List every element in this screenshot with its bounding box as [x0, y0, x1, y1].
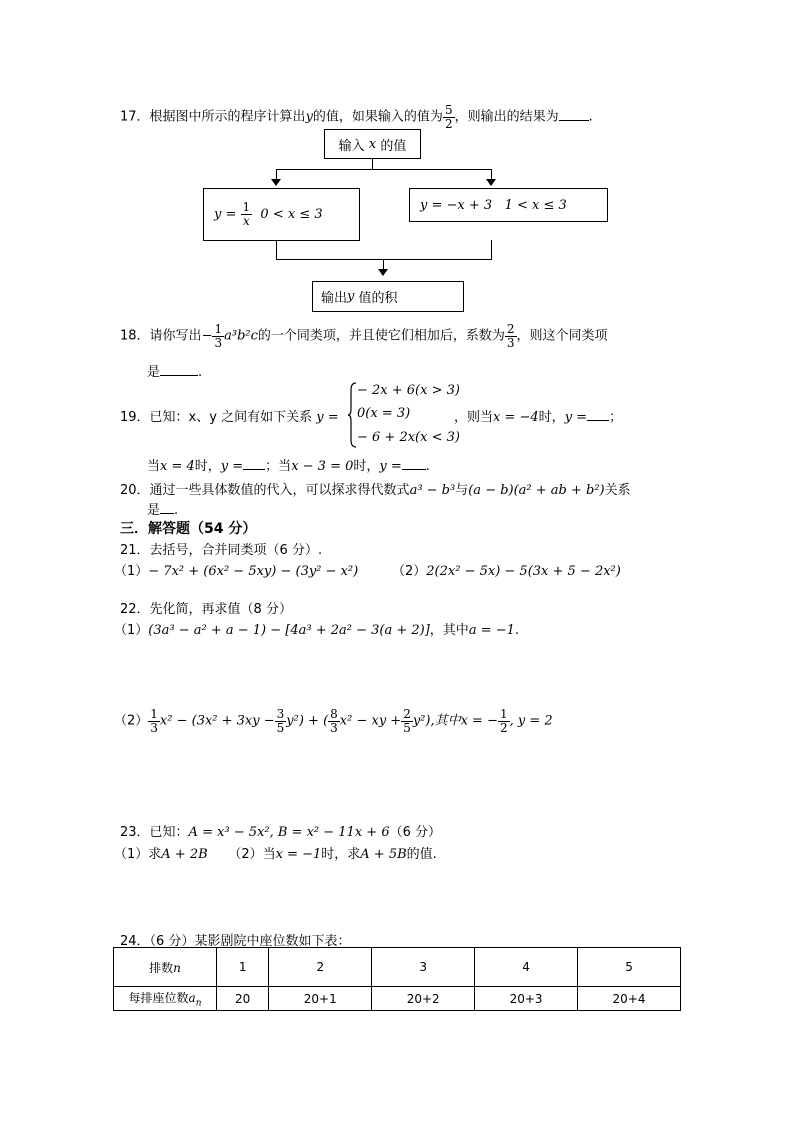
q19-case-3: − 6 + 2x(x < 3) [357, 430, 460, 445]
brace-icon [347, 382, 357, 448]
table-header-cell: 每排座位数$a_n$ [114, 987, 217, 1011]
q19-condition: ，则当x = −4时，y = ； [454, 410, 623, 425]
table-cell: 4 [475, 948, 578, 987]
table-cell: 20+4 [578, 987, 681, 1011]
seat-table [113, 947, 681, 1011]
q18-text: 18．请你写出− $\frac{1}{3}$ a³b²c的一个同类项，并且使它们相加后，系数为 $\frac{2}{3}$ ，则这个同类项 [120, 322, 608, 350]
flow-connector [276, 169, 492, 170]
q19-case-2: 0(x = 3) [357, 406, 411, 421]
table-cell: 20+2 [372, 987, 475, 1011]
flow-right-box: y = −x + 3 1 < x ≤ 3 [409, 188, 608, 222]
q18-number: 18． [120, 328, 150, 344]
q19-text: 19．已知：x、y 之间有如下关系 y = [120, 410, 339, 425]
answer-blank [160, 363, 198, 376]
q18-line2: 是 . [147, 365, 203, 380]
table-cell: 1 [217, 948, 269, 987]
q22-part2: （2） $\frac{1}{3}$ x² − (3x² + 3xy − $\frac{3}{5}$ y²) + ( $\frac{8}{3}$ x² − xy + $\frac{2}{5}$ y²),其中x = − $\frac{1}{2}$ , y = 2 [114, 707, 553, 735]
q23-title: 23．已知：A = x³ − 5x², B = x² − 11x + 6（6 分） [120, 825, 441, 840]
q20-text: 20．通过一些具体数值的代入，可以探求得代数式a³ − b³与(a − b)(a² + ab + b²)关系 [120, 483, 631, 498]
flow-connector [491, 240, 492, 260]
q17-fraction: $\frac{5}{2}$ [444, 103, 453, 131]
q17-text: 17．根据图中所示的程序计算出y的值，如果输入的值为 $\frac{5}{2}$ ，则输出的结果为 . [120, 103, 593, 131]
arrow-down-icon [486, 179, 496, 186]
q21-part2: （2）2(2x² − 5x) − 5(3x + 5 − 2x²) [392, 564, 621, 579]
answer-blank [559, 108, 589, 121]
section-heading: 三．解答题（54 分） [120, 521, 257, 537]
q20-number: 20． [120, 483, 150, 498]
q17-number: 17． [120, 109, 150, 125]
table-cell: 5 [578, 948, 681, 987]
answer-blank [402, 457, 426, 470]
arrow-down-icon [271, 179, 281, 186]
table-header-cell: 排数n [114, 948, 217, 987]
table-cell: 3 [372, 948, 475, 987]
q20-line2: 是 . [147, 503, 179, 518]
table-cell: 20+3 [475, 987, 578, 1011]
answer-blank [160, 501, 174, 514]
answer-blank [243, 457, 265, 470]
q21-title: 21．去括号，合并同类项（6 分）. [120, 543, 323, 558]
q22-part1: （1）(3a³ − a² + a − 1) − [4a³ + 2a² − 3(a + 2)]，其中a = −1. [114, 623, 520, 638]
answer-blank [587, 408, 609, 421]
flow-left-box: y = $\frac{1}{x}$ 0 < x ≤ 3 [203, 188, 360, 241]
flow-connector [276, 240, 277, 260]
table-cell: 2 [269, 948, 372, 987]
q23-parts: （1）求A + 2B （2）当x = −1时，求A + 5B的值. [114, 847, 437, 862]
q21-part1: （1）− 7x² + (6x² − 5xy) − (3y² − x²) [114, 564, 359, 579]
flow-output-box: 输出 y 值的积 [312, 281, 464, 312]
flow-connector [276, 259, 492, 260]
q19-number: 19． [120, 410, 150, 425]
q19-line2: 当x = 4时，y = ；当x − 3 = 0时，y = . [147, 459, 430, 474]
q24-title: 24．（6 分）某影剧院中座位数如下表： [120, 934, 351, 949]
q19-case-1: − 2x + 6(x > 3) [357, 383, 460, 398]
flow-input-box: 输入 x 的值 [324, 129, 421, 159]
table-cell: 20+1 [269, 987, 372, 1011]
table-row [114, 948, 681, 987]
table-cell: 20 [217, 987, 269, 1011]
table-row [114, 987, 681, 1011]
arrow-down-icon [378, 269, 388, 276]
q22-title: 22．先化简，再求值（8 分） [120, 602, 292, 617]
